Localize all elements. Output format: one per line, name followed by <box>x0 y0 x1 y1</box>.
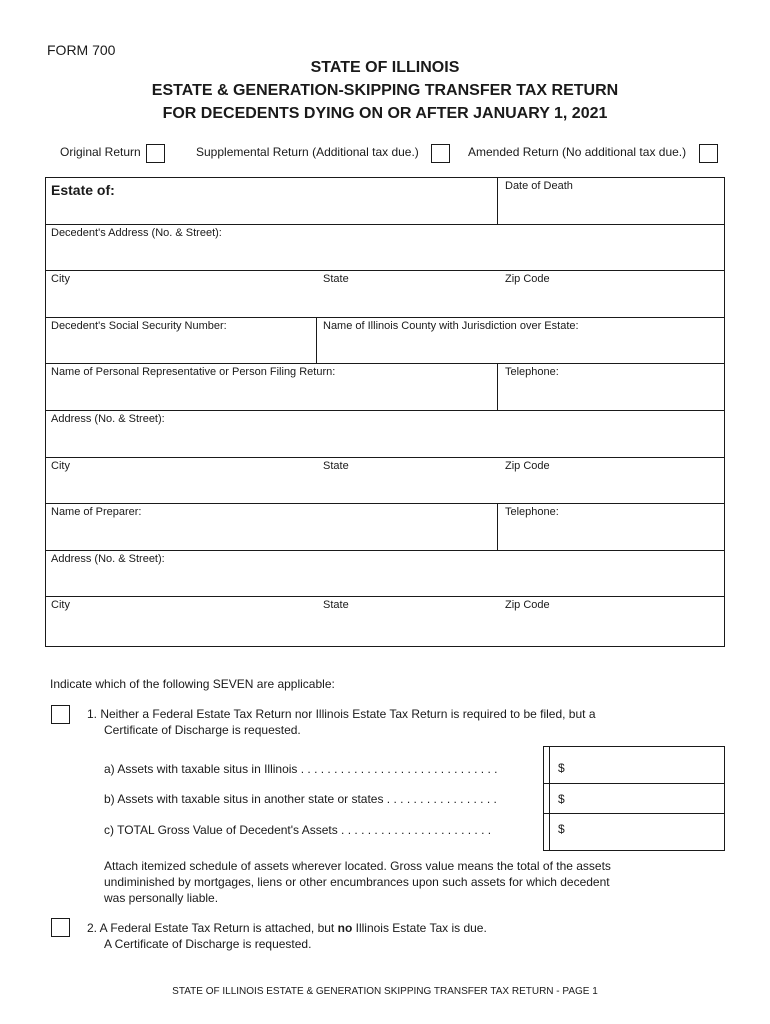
assets-total-label: c) TOTAL Gross Value of Decedent's Assets . . . . . . . . . . . . . . . . . . . . . . . <box>104 823 492 837</box>
attach-note-line3: was personally liable. <box>104 891 219 905</box>
assets-other-state-dollar[interactable]: $ <box>558 792 565 806</box>
item2-text-pre: 2. A Federal Estate Tax Return is attached, but <box>87 921 335 935</box>
preparer-address-label: Address (No. & Street): <box>51 553 165 565</box>
form-number: FORM 700 <box>47 42 116 58</box>
rep-zip-label: Zip Code <box>505 460 550 472</box>
attach-note-line2: undiminished by mortgages, liens or other encumbrances upon such assets for which decedent <box>104 875 610 889</box>
item2-text-bold: no <box>337 921 353 935</box>
original-return-label: Original Return <box>60 145 141 159</box>
estate-of-label: Estate of: <box>51 182 115 198</box>
amended-return-checkbox[interactable] <box>699 144 718 163</box>
rep-telephone-label: Telephone: <box>505 366 559 378</box>
item2-text-post: Illinois Estate Tax is due. <box>355 921 487 935</box>
applicable-intro: Indicate which of the following SEVEN are applicable: <box>50 677 335 691</box>
preparer-state-label: State <box>323 599 349 611</box>
rep-city-label: City <box>51 460 70 472</box>
page-footer: STATE OF ILLINOIS ESTATE & GENERATION SKIPPING TRANSFER TAX RETURN - PAGE 1 <box>172 986 598 997</box>
date-of-death-label: Date of Death <box>505 180 573 192</box>
title-line-1: STATE OF ILLINOIS <box>310 59 460 76</box>
original-return-checkbox[interactable] <box>146 144 165 163</box>
item1-text-line2: Certificate of Discharge is requested. <box>104 723 301 737</box>
supplemental-return-checkbox[interactable] <box>431 144 450 163</box>
decedent-address-label: Decedent's Address (No. & Street): <box>51 227 222 239</box>
ssn-label: Decedent's Social Security Number: <box>51 320 227 332</box>
assets-other-state-label: b) Assets with taxable situs in another state or states . . . . . . . . . . . . . . . . . <box>104 792 497 806</box>
title-line-2: ESTATE & GENERATION-SKIPPING TRANSFER TAX RETURN <box>151 82 619 99</box>
item2-text-line1 <box>87 921 487 935</box>
rep-address-label: Address (No. & Street): <box>51 413 165 425</box>
attach-note-line1: Attach itemized schedule of assets wherever located. Gross value means the total of the assets <box>104 859 611 873</box>
item1-text-line1: 1. Neither a Federal Estate Tax Return nor Illinois Estate Tax Return is required to be filed, but a <box>87 707 596 721</box>
rep-name-label: Name of Personal Representative or Person Filing Return: <box>51 366 336 378</box>
decedent-city-label: City <box>51 273 70 285</box>
preparer-zip-label: Zip Code <box>505 599 550 611</box>
supplemental-return-label: Supplemental Return (Additional tax due.) <box>196 145 419 159</box>
amended-return-label: Amended Return (No additional tax due.) <box>468 145 687 159</box>
preparer-telephone-label: Telephone: <box>505 506 559 518</box>
asset-amounts-box <box>543 746 725 851</box>
item2-text-line2: A Certificate of Discharge is requested. <box>104 937 312 951</box>
decedent-zip-label: Zip Code <box>505 273 550 285</box>
assets-illinois-dollar[interactable]: $ <box>558 761 565 775</box>
assets-total-dollar[interactable]: $ <box>558 822 565 836</box>
item2-checkbox[interactable] <box>51 918 70 937</box>
county-label: Name of Illinois County with Jurisdiction over Estate: <box>323 320 579 332</box>
assets-illinois-label: a) Assets with taxable situs in Illinois . . . . . . . . . . . . . . . . . . . . . . . . . . . . . . <box>104 762 498 776</box>
title-line-3: FOR DECEDENTS DYING ON OR AFTER JANUARY 1, 2021 <box>162 105 608 122</box>
preparer-city-label: City <box>51 599 70 611</box>
item1-checkbox[interactable] <box>51 705 70 724</box>
preparer-label: Name of Preparer: <box>51 506 142 518</box>
estate-info-grid <box>45 177 725 647</box>
decedent-state-label: State <box>323 273 349 285</box>
rep-state-label: State <box>323 460 349 472</box>
